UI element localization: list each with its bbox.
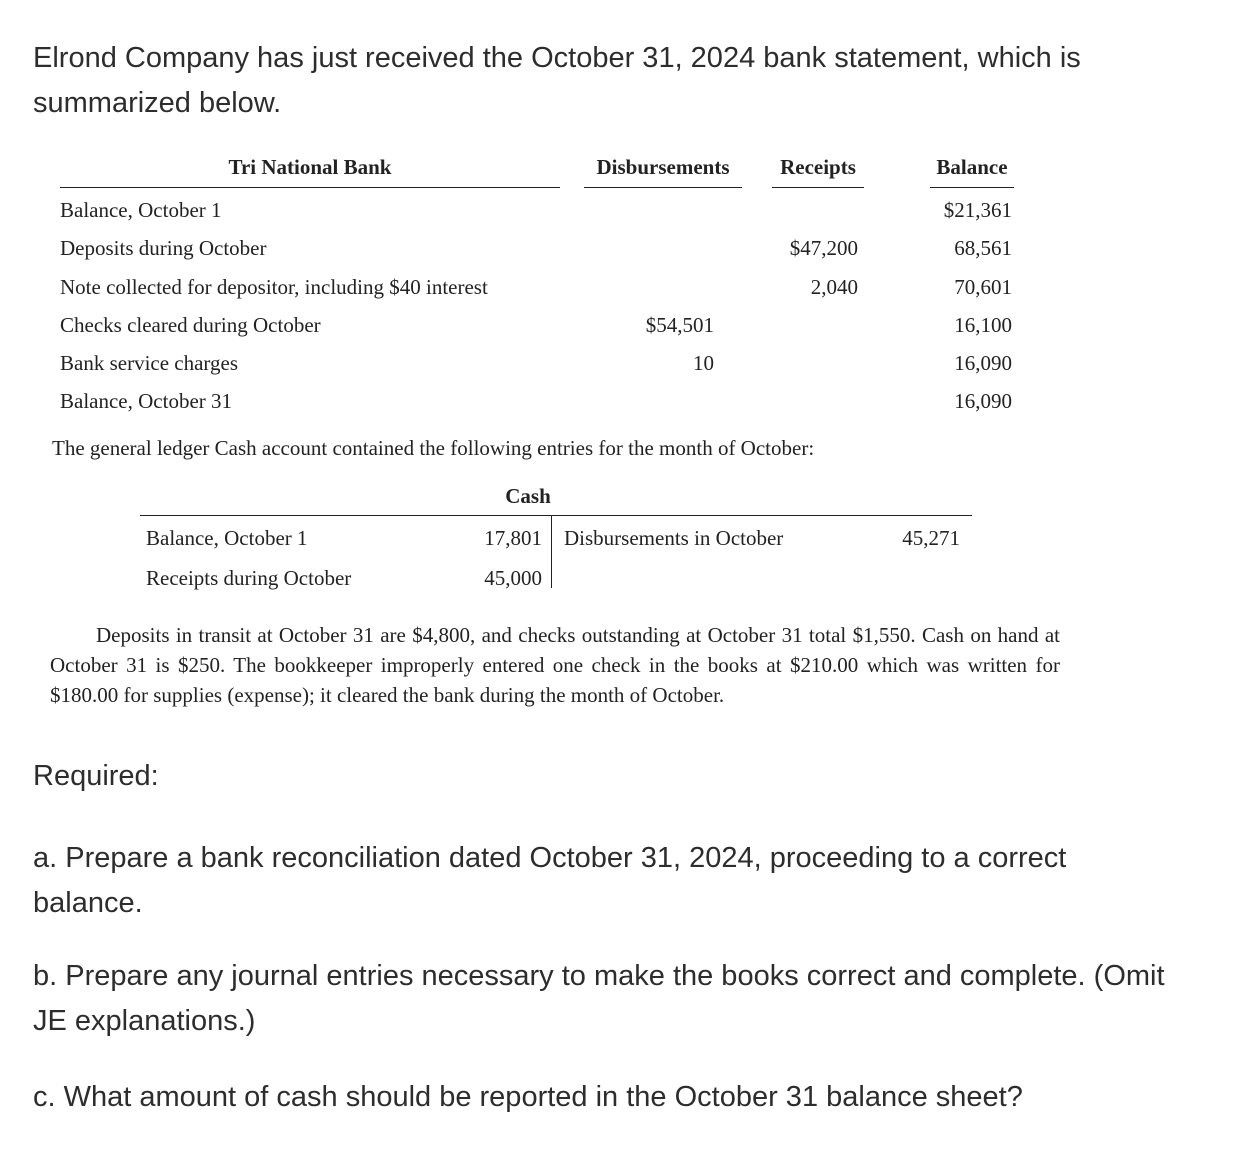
- row-balance: $21,361: [943, 198, 1012, 222]
- row-label: Note collected for depositor, including $40 interest: [60, 275, 488, 299]
- general-ledger-intro: The general ledger Cash account contained the following entries for the month of October:: [52, 436, 815, 460]
- t-account-divider: [551, 516, 552, 588]
- header-disbursements: Disbursements: [584, 155, 742, 188]
- t-account-title: Cash: [505, 484, 551, 508]
- table-row: [60, 275, 1020, 305]
- row-label: Bank service charges: [60, 351, 239, 375]
- row-label: Deposits during October: [60, 236, 267, 260]
- row-receipts: 2,040: [810, 275, 858, 299]
- question-c: c. What amount of cash should be reported in the October 31 balance sheet?: [33, 1081, 1023, 1113]
- question-b: b. Prepare any journal entries necessary to make the books correct and complete. (Omit JE explanations.): [33, 960, 1165, 1037]
- row-label: Balance, October 31: [60, 389, 233, 413]
- table-row: [60, 313, 1020, 343]
- row-disbursements: 10: [693, 351, 714, 375]
- credit-label: Disbursements in October: [564, 526, 784, 550]
- row-label: Balance, October 1: [60, 198, 222, 222]
- row-balance: 68,561: [954, 236, 1012, 260]
- row-receipts: $47,200: [789, 236, 858, 260]
- header-receipts: Receipts: [772, 155, 864, 188]
- debit-label: Receipts during October: [146, 566, 352, 590]
- credit-amount: 45,271: [902, 526, 960, 550]
- table-row: [60, 198, 1020, 228]
- debit-amount: 45,000: [484, 566, 542, 590]
- question-a: a. Prepare a bank reconciliation dated October 31, 2024, proceeding to a correct balance.: [33, 842, 1067, 919]
- row-balance: 16,090: [954, 389, 1012, 413]
- header-bank-name: Tri National Bank: [60, 155, 560, 188]
- debit-amount: 17,801: [484, 526, 542, 550]
- intro-paragraph: Elrond Company has just received the October 31, 2024 bank statement, which is summarized below.: [33, 42, 1081, 119]
- row-label: Checks cleared during October: [60, 313, 321, 337]
- row-balance: 70,601: [954, 275, 1012, 299]
- notes-paragraph: Deposits in transit at October 31 are $4,800, and checks outstanding at October 31 total $1,550. Cash on hand at October 31 is $250. The bookkeeper improperly entered one check in the books at $210.00 which was written for $180.00 for supplies (expense); it cleared the bank during the month of October.: [50, 623, 1060, 707]
- cash-t-account: [140, 484, 972, 594]
- debit-label: Balance, October 1: [146, 526, 308, 550]
- row-balance: 16,100: [954, 313, 1012, 337]
- row-disbursements: $54,501: [645, 313, 714, 337]
- required-heading: Required:: [33, 760, 159, 792]
- table-row: [60, 351, 1020, 381]
- table-row: [60, 389, 1020, 419]
- table-row: [60, 236, 1020, 266]
- header-balance: Balance: [930, 155, 1014, 188]
- t-account-top-rule: [140, 515, 972, 516]
- row-balance: 16,090: [954, 351, 1012, 375]
